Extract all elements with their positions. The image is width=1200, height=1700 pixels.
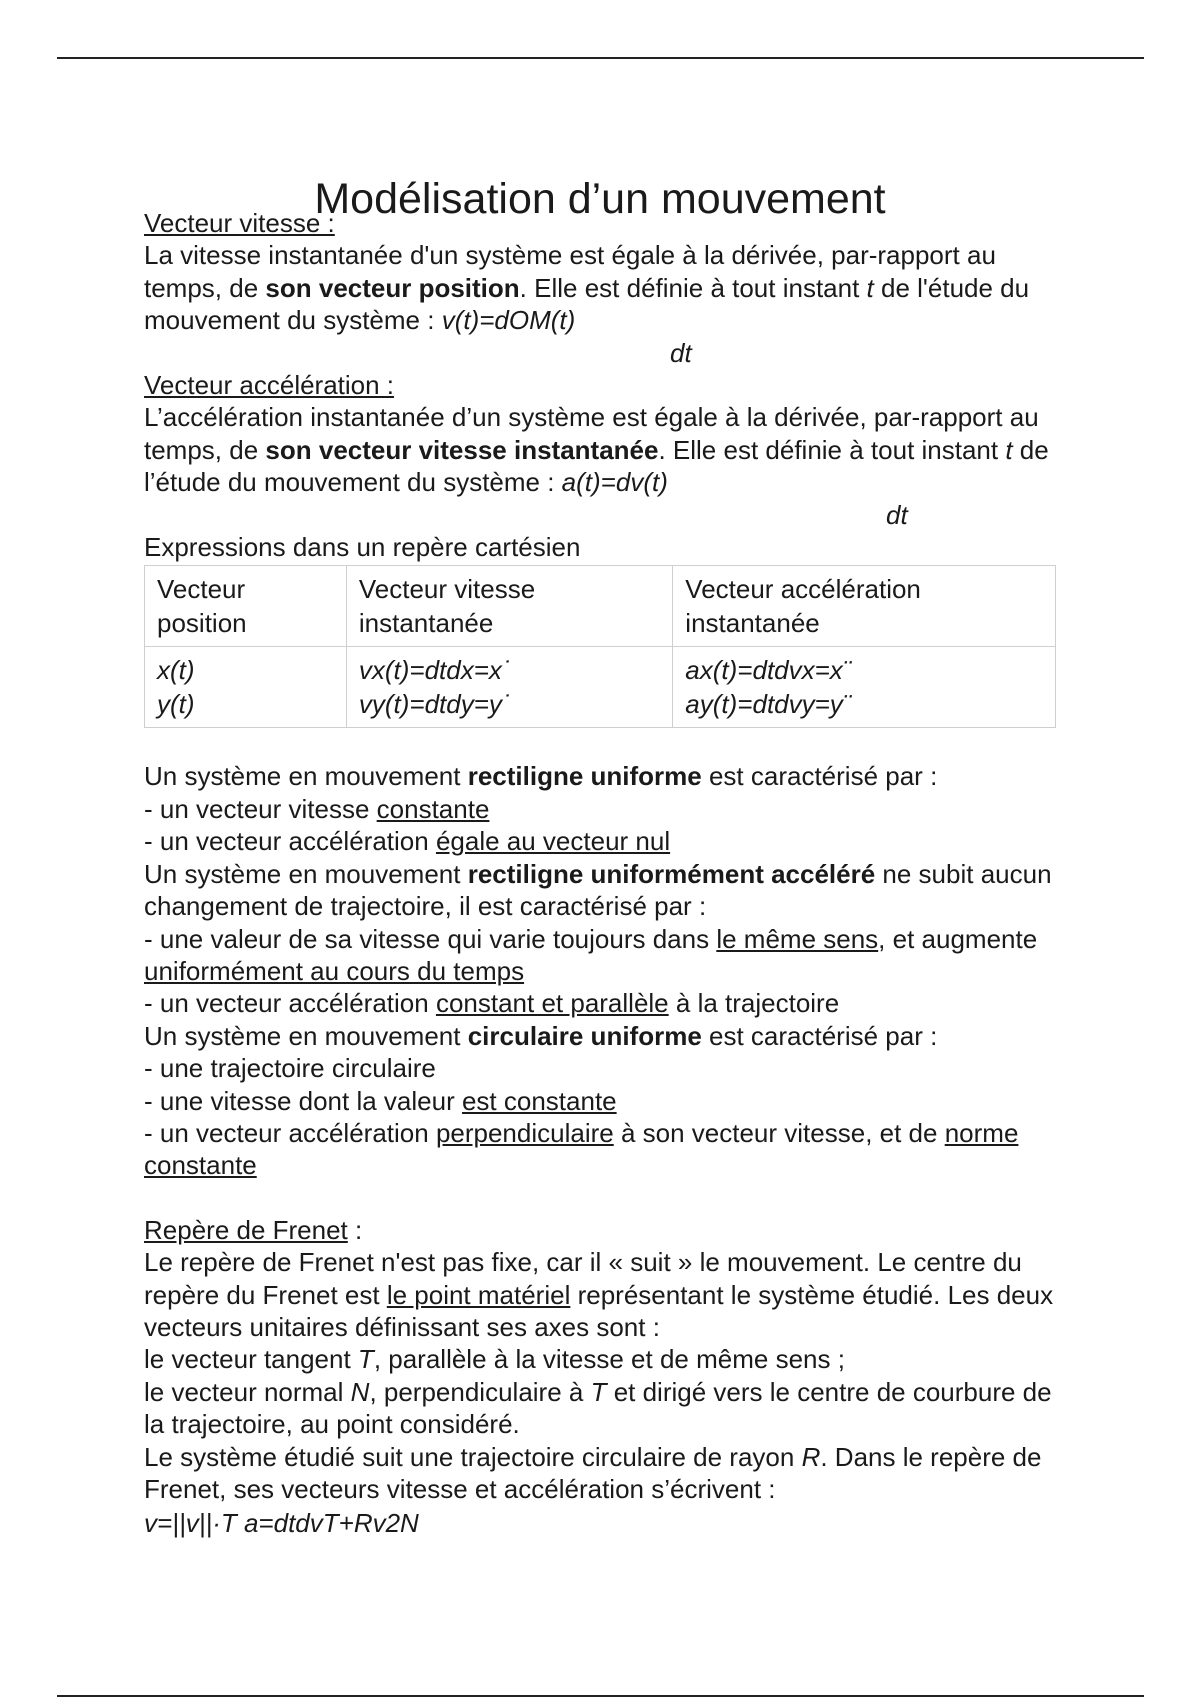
cell-line: vy(t)=dtdy=y˙: [358, 689, 511, 720]
list-item: [144, 987, 1064, 1019]
underlined-text: le point matériel: [386, 1279, 571, 1310]
list-item: [144, 923, 1064, 988]
table-header-cell: Vecteur position: [145, 566, 347, 647]
list-item: - une trajectoire circulaire: [144, 1053, 436, 1084]
heading-frenet-text: Repère de Frenet: [144, 1214, 348, 1245]
text: L’accélération instantanée d’un système est égale à la dérivée, par-rapport au temps, de: [144, 402, 1039, 465]
paragraph-tangent: [144, 1343, 1064, 1375]
text: Le repère de Frenet n'est pas fixe, car il « suit » le mouvement. Le centre du repère du Frenet est: [144, 1247, 1022, 1310]
formula-vitesse: v(t)=dOM(t): [441, 305, 576, 336]
table-cell: [346, 647, 672, 728]
text: - un vecteur accélération: [144, 988, 436, 1019]
text: de l'étude du mouvement du système :: [144, 272, 1030, 336]
text: et dirigé vers le centre de courbure de la trajectoire, au point considéré.: [144, 1376, 1052, 1440]
cartesian-table: [144, 565, 1056, 728]
text: La vitesse instantanée d'un système est égale à la dérivée, par-rapport au temps, de: [144, 240, 996, 303]
bottom-rule: [57, 1695, 1144, 1697]
cell-line: y(t): [157, 689, 195, 720]
cartesian-heading: Expressions dans un repère cartésien: [144, 532, 581, 563]
text: . Elle est définie à tout instant: [519, 272, 867, 303]
cell-line: ay(t)=dtdvy=y¨: [685, 689, 852, 720]
paragraph-frenet: [144, 1246, 1064, 1343]
text: , perpendiculaire à: [369, 1376, 591, 1407]
text: , parallèle à la vitesse et de même sens ;: [373, 1344, 845, 1375]
underlined-text: uniformément au cours du temps: [144, 955, 525, 986]
top-rule: [57, 57, 1144, 59]
text: est caractérisé par :: [701, 761, 938, 792]
spacer: [144, 728, 1064, 760]
text: Un système en mouvement: [144, 761, 468, 792]
heading-vitesse-text: Vecteur vitesse :: [144, 208, 335, 238]
text: Un système en mouvement: [144, 858, 468, 889]
section-heading-frenet: [144, 1214, 1064, 1246]
underlined-text: est constante: [461, 1085, 617, 1116]
paragraph-normal: [144, 1376, 1064, 1441]
cell-line: x(t): [157, 655, 195, 686]
list-item: [144, 793, 1064, 825]
cell-line: ax(t)=dtdvx=x¨: [685, 655, 852, 686]
text: - un vecteur vitesse: [144, 793, 377, 824]
var-T: T: [357, 1344, 374, 1375]
text: est caractérisé par :: [701, 1020, 938, 1051]
text: :: [347, 1214, 363, 1245]
table-header-row: [145, 566, 1056, 647]
underlined-text: constant et parallèle: [435, 988, 669, 1019]
table-cell: [673, 647, 1056, 728]
underlined-text: perpendiculaire: [435, 1117, 614, 1148]
underlined-text: norme constante: [144, 1117, 1019, 1181]
table-row: [145, 647, 1056, 728]
text: . Dans le repère de Frenet, ses vecteurs vitesse et accélération s’écrivent :: [144, 1441, 1042, 1504]
paragraph-circulaire-uniforme: [144, 1020, 1064, 1052]
denominator-dt: dt: [886, 499, 908, 530]
formula-acceleration: a(t)=dv(t): [561, 467, 668, 498]
denominator-dt: dt: [670, 337, 692, 368]
text: ne subit aucun changement de trajectoire, il est caractérisé par :: [144, 858, 1052, 922]
document-body: [144, 207, 1064, 1540]
var-t: t: [866, 272, 874, 303]
paragraph-rectiligne-accelere: [144, 858, 1064, 923]
spacer: [144, 1182, 1064, 1214]
text: - une vitesse dont la valeur: [144, 1085, 462, 1116]
text: à son vecteur vitesse, et de: [613, 1117, 945, 1148]
text: , et augmente: [878, 923, 1038, 954]
text: de l’étude du mouvement du système :: [144, 434, 1049, 498]
underlined-text: le même sens: [716, 923, 879, 954]
underlined-text: constante: [376, 793, 490, 824]
formula-acceleration-denominator: [144, 499, 1064, 531]
section-heading-acceleration: [144, 369, 1064, 401]
table-cell: [145, 647, 347, 728]
text: Le système étudié suit une trajectoire circulaire de rayon: [144, 1441, 802, 1472]
text: le vecteur tangent: [144, 1344, 358, 1375]
text: - un vecteur accélération: [144, 1117, 436, 1148]
bold-text: son vecteur vitesse instantanée: [265, 434, 659, 465]
var-N: N: [350, 1376, 370, 1407]
var-t: t: [1005, 434, 1013, 465]
text: le vecteur normal: [144, 1376, 351, 1407]
bold-text: circulaire uniforme: [467, 1020, 702, 1051]
var-T: T: [590, 1376, 607, 1407]
text: . Elle est définie à tout instant: [658, 434, 1006, 465]
bold-text: son vecteur position: [265, 272, 520, 303]
var-R: R: [801, 1441, 821, 1472]
paragraph-rectiligne-uniforme: [144, 760, 1064, 792]
bold-text: rectiligne uniformément accéléré: [467, 858, 876, 889]
paragraph-acceleration: [144, 401, 1064, 498]
text: - une valeur de sa vitesse qui varie toujours dans: [144, 923, 717, 954]
table-header-cell: Vecteur vitesse instantanée: [346, 566, 672, 647]
bold-text: rectiligne uniforme: [467, 761, 702, 792]
heading-acceleration-text: Vecteur accélération :: [144, 370, 395, 401]
list-item: [144, 1117, 1064, 1182]
list-item: [144, 825, 1064, 857]
paragraph-vitesse: [144, 239, 1064, 336]
text: représentant le système étudié. Les deux vecteurs unitaires définissant ses axes sont :: [144, 1279, 1054, 1342]
text: - un vecteur accélération: [144, 826, 436, 857]
formula-frenet: v=||v||·T a=dtdvT+Rv2N: [144, 1508, 419, 1539]
page-title: Modélisation d’un mouvement: [314, 174, 886, 223]
text: Un système en mouvement: [144, 1020, 468, 1051]
paragraph-frenet-system: [144, 1441, 1064, 1506]
underlined-text: égale au vecteur nul: [435, 826, 671, 857]
list-item: [144, 1085, 1064, 1117]
cell-line: vx(t)=dtdx=x˙: [358, 655, 511, 686]
formula-vitesse-denominator: [144, 337, 1064, 369]
text: à la trajectoire: [668, 988, 840, 1019]
section-heading-vitesse: [144, 207, 1064, 239]
table-header-cell: Vecteur accélération instantanée: [673, 566, 1056, 647]
